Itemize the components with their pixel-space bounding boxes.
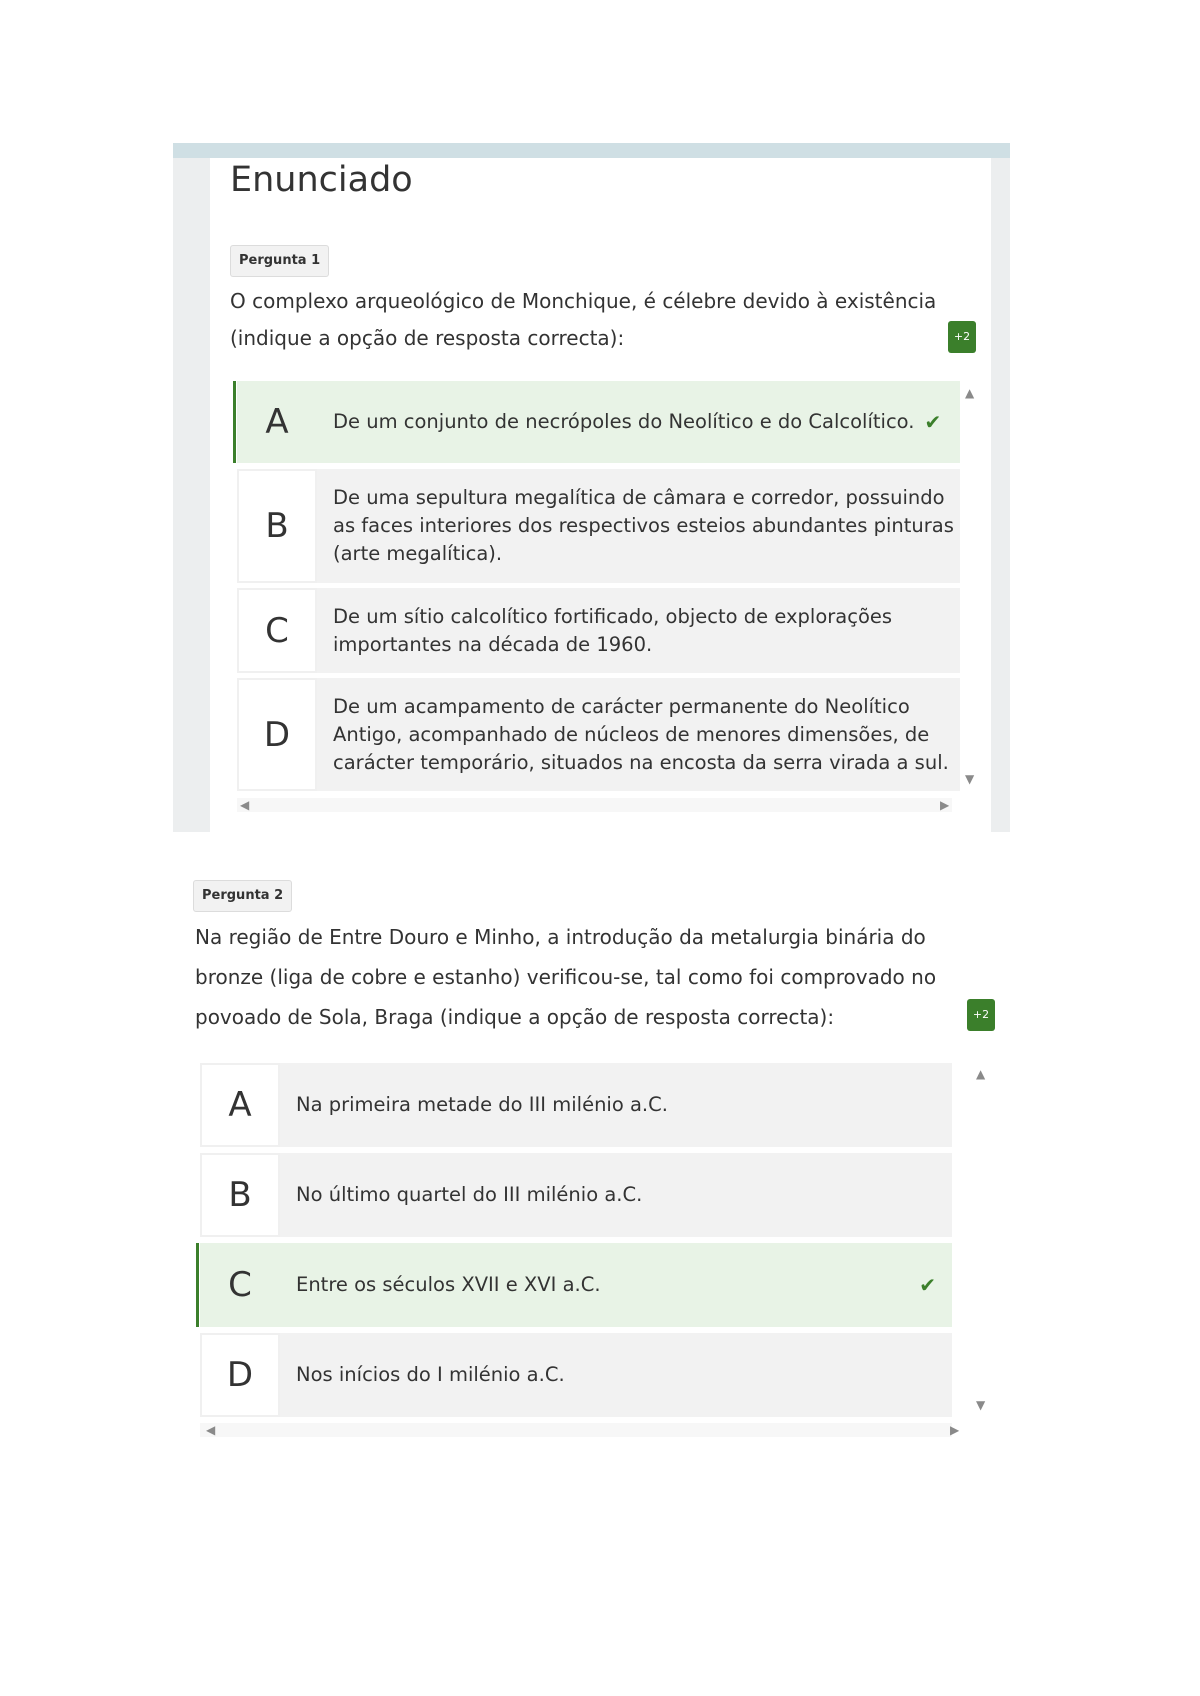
- option-c[interactable]: [200, 1243, 952, 1327]
- option-text: [280, 1333, 952, 1417]
- scroll-right-arrow[interactable]: ▶: [940, 798, 950, 812]
- option-line: (arte megalítica).: [333, 542, 503, 565]
- option-text: [280, 1153, 952, 1237]
- scroll-up-arrow[interactable]: ▲: [976, 1067, 986, 1081]
- option-letter: D: [200, 1333, 280, 1417]
- option-b[interactable]: [237, 469, 960, 583]
- scroll-up-arrow[interactable]: ▲: [965, 386, 975, 400]
- question-1-screenshot: [173, 143, 1010, 832]
- option-line: De um sítio calcolítico fortificado, objecto de explorações: [333, 604, 893, 628]
- check-icon: ✔: [924, 410, 942, 434]
- option-line: importantes na década de 1960.: [333, 632, 653, 656]
- option-letter: A: [200, 1063, 280, 1147]
- points-badge: +2: [967, 999, 995, 1031]
- question-2-text-line-3: povoado de Sola, Braga (indique a opção de resposta correcta):: [195, 1005, 835, 1029]
- question-2-screenshot: [173, 851, 1010, 1471]
- check-icon: ✔: [919, 1273, 936, 1297]
- option-letter: C: [200, 1243, 280, 1327]
- option-line: De um conjunto de necrópoles do Neolítico e do Calcolítico.: [333, 410, 915, 433]
- option-b[interactable]: [200, 1153, 952, 1237]
- option-c[interactable]: [237, 588, 960, 673]
- option-letter: D: [237, 678, 317, 791]
- points-badge: +2: [948, 321, 976, 353]
- option-line: De uma sepultura megalítica de câmara e corredor, possuindo: [333, 486, 945, 509]
- question-1-card: [210, 158, 991, 832]
- option-text: [280, 1243, 952, 1327]
- option-a[interactable]: [237, 381, 960, 463]
- page-title: Enunciado: [230, 160, 413, 200]
- question-2-text-line-1: Na região de Entre Douro e Minho, a introdução da metalurgia binária do: [195, 925, 926, 949]
- option-d[interactable]: [237, 678, 960, 791]
- option-line: as faces interiores dos respectivos esteios abundantes pinturas: [333, 514, 954, 537]
- option-text: [317, 678, 960, 791]
- option-line: Antigo, acompanhado de núcleos de menores dimensões, de: [333, 722, 930, 746]
- option-line: No último quartel do III milénio a.C.: [296, 1183, 643, 1206]
- option-text: [317, 381, 960, 463]
- option-a[interactable]: [200, 1063, 952, 1147]
- scroll-down-arrow[interactable]: ▼: [965, 772, 975, 786]
- question-2-text-line-2: bronze (liga de cobre e estanho) verificou-se, tal como foi comprovado no: [195, 965, 937, 989]
- scroll-left-arrow[interactable]: ◀: [206, 1423, 216, 1437]
- question-1-badge: Pergunta 1: [230, 245, 329, 277]
- option-text: [317, 588, 960, 673]
- question-1-text-line-1: O complexo arqueológico de Monchique, é célebre devido à existência: [230, 289, 937, 313]
- option-line: Entre os séculos XVII e XVI a.C.: [296, 1273, 601, 1296]
- option-letter: B: [237, 469, 317, 583]
- horizontal-scrollbar[interactable]: [200, 1423, 952, 1437]
- option-letter: B: [200, 1153, 280, 1237]
- question-1-text-line-2: (indique a opção de resposta correcta):: [230, 326, 625, 350]
- option-line: Na primeira metade do III milénio a.C.: [296, 1093, 668, 1116]
- question-2-badge: Pergunta 2: [193, 880, 292, 912]
- option-text: [280, 1063, 952, 1147]
- option-line: Nos inícios do I milénio a.C.: [296, 1363, 565, 1386]
- option-text: [317, 469, 960, 583]
- option-letter: A: [237, 381, 317, 463]
- scroll-down-arrow[interactable]: ▼: [976, 1398, 986, 1412]
- option-line: carácter temporário, situados na encosta da serra virada a sul.: [333, 750, 949, 774]
- option-line: De um acampamento de carácter permanente do Neolítico: [333, 694, 910, 718]
- horizontal-scrollbar[interactable]: [237, 798, 952, 812]
- scroll-right-arrow[interactable]: ▶: [950, 1423, 960, 1437]
- scroll-left-arrow[interactable]: ◀: [240, 798, 250, 812]
- option-letter: C: [237, 588, 317, 673]
- option-d[interactable]: [200, 1333, 952, 1417]
- browser-top-bar: [173, 143, 1010, 158]
